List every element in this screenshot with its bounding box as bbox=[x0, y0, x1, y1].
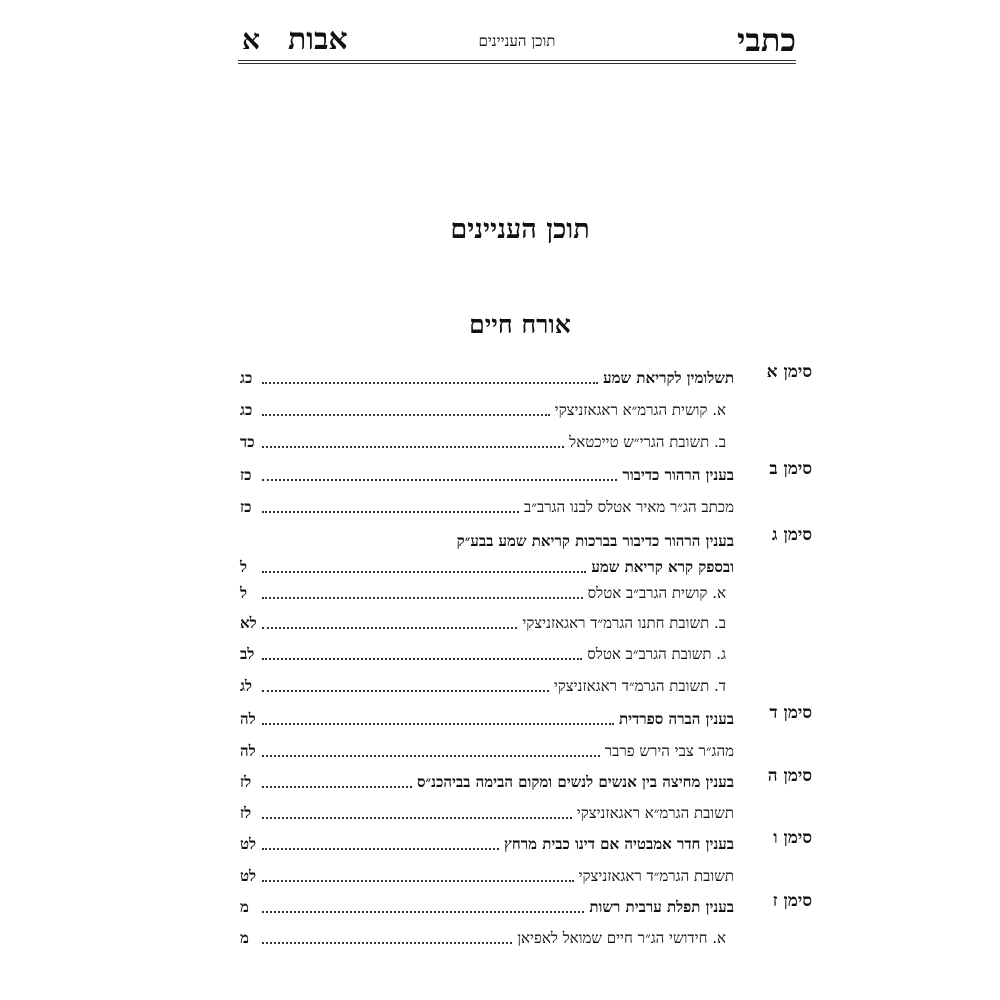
toc-entry-title: ב. תשובת חתנו הגרמ״ד ראגאזניצקי bbox=[522, 614, 726, 632]
siman-label: סימן א bbox=[766, 362, 812, 382]
toc-entry-title: בענין תפלת ערבית רשות bbox=[589, 898, 734, 916]
dot-leader bbox=[262, 377, 598, 384]
toc-entry-title: א. קושית הגרב״ב אטלס bbox=[587, 584, 726, 602]
toc-entry[interactable] bbox=[240, 737, 734, 761]
toc-page-number: ל bbox=[240, 558, 248, 576]
toc-entry-title: תשלומין לקריאת שמע bbox=[603, 369, 734, 387]
toc-page-number: מ bbox=[240, 898, 249, 916]
toc-page-number: לט bbox=[240, 835, 257, 853]
dot-leader bbox=[262, 653, 582, 660]
toc-page-number: לא bbox=[240, 614, 257, 632]
toc-entry-title: בענין הרהור כדיבור בברכות קריאת שמע בבע״ק bbox=[456, 532, 734, 550]
toc-entry-title: ובספק קרא קריאת שמע bbox=[591, 558, 734, 576]
toc-entry[interactable] bbox=[240, 672, 734, 696]
toc-page-number: כד bbox=[240, 433, 255, 451]
toc-entry[interactable] bbox=[240, 830, 734, 854]
toc-entry[interactable] bbox=[240, 768, 734, 792]
toc-entry[interactable] bbox=[240, 862, 734, 886]
dot-leader bbox=[262, 441, 564, 448]
toc-page-number: כז bbox=[240, 466, 252, 484]
toc-page-number: לז bbox=[240, 804, 252, 822]
toc-entry[interactable] bbox=[240, 364, 734, 388]
siman-label: סימן ה bbox=[767, 766, 812, 786]
toc-entry[interactable] bbox=[240, 799, 734, 823]
toc-entry-title: מכתב הג״ר מאיר אטלס לבנו הגרב״ב bbox=[524, 498, 734, 516]
toc-entry[interactable] bbox=[240, 428, 734, 452]
dot-leader bbox=[262, 409, 550, 416]
toc-entry[interactable] bbox=[240, 609, 734, 633]
toc-page-number: לה bbox=[240, 710, 256, 728]
toc-entry-title: ב. תשובת הגרי״ש טייכטאל bbox=[569, 433, 726, 451]
siman-label: סימן ד bbox=[769, 703, 812, 723]
dot-leader bbox=[262, 781, 412, 788]
header-book-title: כתבי bbox=[737, 21, 796, 59]
toc-page-number: לה bbox=[240, 742, 256, 760]
dot-leader bbox=[262, 875, 574, 882]
siman-label: סימן ו bbox=[773, 828, 812, 848]
toc-entry-title: בענין חדר אמבטיה אם דינו כבית מרחץ bbox=[504, 835, 734, 853]
dot-leader bbox=[262, 592, 583, 599]
dot-leader bbox=[262, 812, 572, 819]
toc-entry-title: א. חידושי הג״ר חיים שמואל לאפיאן bbox=[517, 929, 726, 947]
header-center-title: תוכן העניינים bbox=[478, 32, 556, 50]
toc-page-number: מ bbox=[240, 929, 249, 947]
toc-entry[interactable] bbox=[240, 493, 734, 517]
toc-entry-title: תשובת הגרמ״א ראגאזניצקי bbox=[576, 804, 734, 822]
toc-entry-title: בענין הברה ספרדית bbox=[618, 710, 734, 728]
dot-leader bbox=[262, 843, 499, 850]
dot-leader bbox=[262, 906, 584, 913]
toc-entry-title: בענין הרהור כדיבור bbox=[622, 466, 734, 484]
dot-leader bbox=[262, 474, 617, 481]
toc-entry-title: מהג״ר צבי הירש פרבר bbox=[604, 742, 734, 760]
header-rule bbox=[238, 63, 796, 64]
toc-entry-title: בענין מחיצה בין אנשים לנשים ומקום הבימה בביהכנ״ס bbox=[416, 773, 734, 791]
running-header bbox=[238, 20, 796, 60]
toc-entry[interactable] bbox=[240, 705, 734, 729]
toc-page-number: לב bbox=[240, 645, 255, 663]
toc-page-number: כג bbox=[240, 369, 253, 387]
toc-entry[interactable] bbox=[240, 893, 734, 917]
toc-entry[interactable] bbox=[240, 461, 734, 485]
header-page-letter: א bbox=[242, 23, 260, 56]
toc-entry-title: תשובת הגרמ״ד ראגאזניצקי bbox=[578, 867, 734, 885]
header-volume-title: אבות bbox=[288, 22, 348, 57]
dot-leader bbox=[262, 718, 614, 725]
toc-entry-title: ד. תשובת הגרמ״ד ראגאזניצקי bbox=[553, 677, 726, 695]
dot-leader bbox=[262, 506, 519, 513]
dot-leader bbox=[262, 685, 549, 692]
toc-entry-title: ג. תשובת הגרב״ב אטלס bbox=[587, 645, 726, 663]
toc-entry[interactable] bbox=[240, 396, 734, 420]
toc-page-number: כז bbox=[240, 498, 252, 516]
toc-entry[interactable] bbox=[240, 924, 734, 948]
toc-entry[interactable] bbox=[240, 527, 734, 551]
dot-leader bbox=[242, 542, 452, 547]
toc-page-number: כג bbox=[240, 401, 253, 419]
siman-label: סימן ג bbox=[771, 525, 812, 545]
siman-label: סימן ב bbox=[769, 459, 812, 479]
dot-leader bbox=[262, 937, 512, 944]
toc-page-number: ל bbox=[240, 584, 248, 602]
toc-entry[interactable] bbox=[240, 579, 734, 603]
dot-leader bbox=[262, 566, 586, 573]
toc-page-number: לז bbox=[240, 773, 252, 791]
page-title: תוכן העניינים bbox=[450, 214, 590, 245]
toc-page-number: לג bbox=[240, 677, 252, 695]
toc-entry[interactable] bbox=[240, 553, 734, 577]
toc-entry[interactable] bbox=[240, 640, 734, 664]
toc-entry-title: א. קושית הגרמ״א ראגאזניצקי bbox=[554, 401, 726, 419]
siman-label: סימן ז bbox=[772, 891, 812, 911]
dot-leader bbox=[262, 622, 517, 629]
dot-leader bbox=[262, 750, 600, 757]
toc-page-number: לט bbox=[240, 867, 257, 885]
section-title: אורח חיים bbox=[469, 310, 571, 339]
header-rule bbox=[238, 60, 796, 61]
